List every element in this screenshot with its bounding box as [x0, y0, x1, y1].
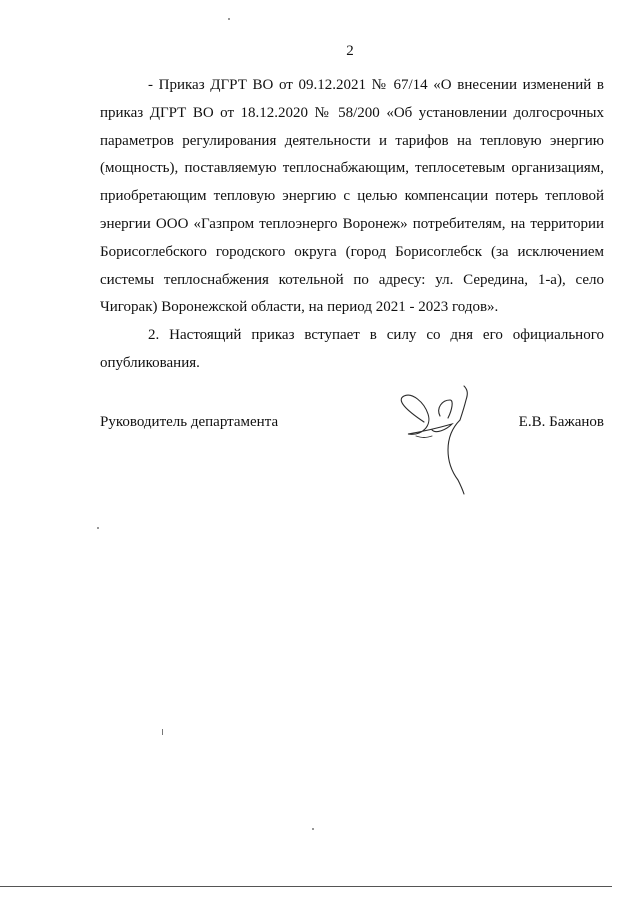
paragraph-1-line: - Приказ ДГРТ ВО от 09.12.2021 № 67/14 «О внесении изменений в — [148, 77, 604, 93]
signatory-position: Руководитель департамента — [100, 414, 279, 430]
document-body — [100, 72, 604, 378]
paragraph-1-line: приобретающим тепловую энергию с целью компенсации потерь тепловой — [100, 188, 604, 205]
paragraph-1-line: системы теплоснабжения котельной по адресу: ул. Середина, 1-а), село — [100, 271, 604, 288]
signatory-name: Е.В. Бажанов — [518, 414, 604, 430]
signature-block — [100, 414, 604, 436]
paragraph-1-line: (мощность), поставляемую теплоснабжающим, теплосетевым организациям, — [100, 160, 604, 177]
scan-speck — [162, 729, 163, 735]
handwritten-signature — [394, 380, 494, 510]
scan-speck — [97, 527, 99, 529]
paragraph-1-line: Борисоглебского городского округа (город Борисоглебск (за исключением — [100, 243, 604, 260]
paragraph-1-line: параметров регулирования деятельности и тарифов на тепловую энергию — [100, 132, 604, 149]
page-number: 2 — [346, 43, 354, 59]
scan-speck — [228, 18, 230, 20]
paragraph-2-line: опубликования. — [100, 354, 200, 371]
paragraph-1-line: Чигорак) Воронежской области, на период 2021 - 2023 годов». — [100, 299, 499, 316]
paragraph-2-line: 2. Настоящий приказ вступает в силу со дня его официального — [148, 327, 604, 344]
page-bottom-edge — [0, 886, 612, 887]
paragraph-1-line: приказ ДГРТ ВО от 18.12.2020 № 58/200 «Об установлении долгосрочных — [100, 104, 604, 121]
scan-speck — [312, 828, 314, 830]
paragraph-1-line: энергии ООО «Газпром теплоэнерго Воронеж» потребителям, на территории — [100, 215, 604, 232]
